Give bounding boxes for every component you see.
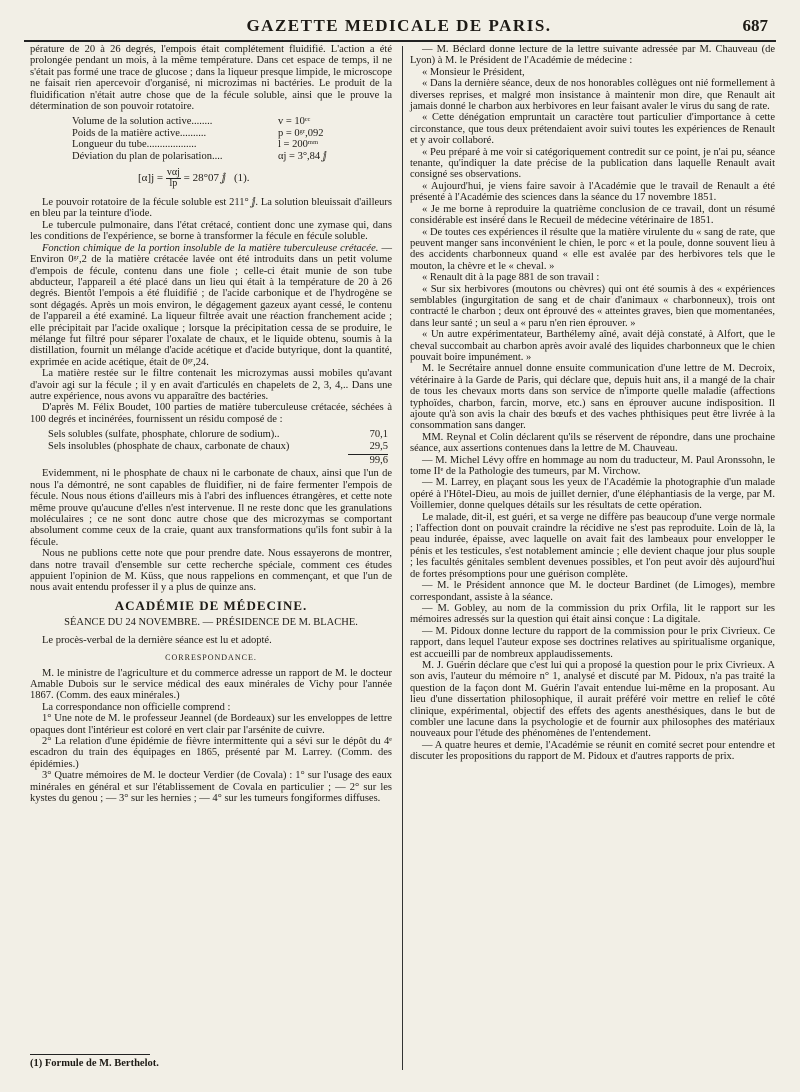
table-value: p = 0ᵍʳ,092 bbox=[278, 127, 324, 139]
section-heading: ACADÉMIE DE MÉDECINE. bbox=[114, 597, 308, 613]
paragraph: « Peu préparé à me voir si catégoriquement contredit sur ce point, je n'ai pu, séance tenante, qu'indiquer la date précise de la publication dans laquelle Renault avait consigné ses observations. bbox=[410, 146, 775, 181]
table-row bbox=[48, 429, 392, 440]
paragraph: M. J. Guérin déclare que c'est lui qui a proposé la question pour le prix Civrieux. A son avis, l'auteur du mémoire n° 1, analysé et discuté par M. Pidoux, n'a pas traité la question de la façon dont M. Guérin l'avait entendue lui-même en la proposant. Au lieu d'une dissertation philosophique, il aurait préféré voir mettre en relief le côté clinique, expérimental, objectif des effets des agents anesthésiques, dans le but de combler une lacune dans la psychologie et de fournir aux philosophes des matériaux nouveaux pour l'étude des phénomènes de l'entendement. bbox=[410, 659, 775, 740]
journal-title: GAZETTE MEDICALE DE PARIS. bbox=[246, 16, 552, 35]
table-row bbox=[72, 151, 392, 162]
formula-fraction bbox=[166, 168, 181, 189]
table-label: Longueur du tube................... bbox=[72, 139, 197, 151]
paragraph: « Renault dit à la page 881 de son travail : bbox=[422, 272, 600, 284]
left-column bbox=[30, 44, 392, 804]
paragraph: 1° Une note de M. le professeur Jeannel (de Bordeaux) sur les enveloppes de lettre opaques dont l'intérieur est coloré en vert clair par l'arsénite de cuivre. bbox=[30, 713, 392, 736]
paragraph: « Dans la dernière séance, deux de nos honorables collègues ont nié formellement à diverses reprises, et malgré mon insistance à maintenir mon dire, que Renault ait jamais donné le charbon aux herbivores en leur faisant avaler le virus du sang de rate. bbox=[410, 78, 775, 113]
footnote-rule bbox=[30, 1054, 150, 1055]
paragraph: « Aujourd'hui, je viens faire savoir à l'Académie que le travail de Renault a été présenté à l'Académie des sciences dans la séance du 17 novembre 1851. bbox=[410, 180, 775, 204]
paragraph: Nous ne publions cette note que pour prendre date. Nous essayerons de montrer, dans notre travail d'ensemble sur cette recherche spéciale, comment ces études appuient l'opinion de M. Küss, que nous rappelions en commençant, et que l'un de nous avait entendu professer il y a plus de quinze ans. bbox=[30, 548, 392, 594]
table-total: 99,6 bbox=[348, 454, 388, 466]
paragraph: Le pouvoir rotatoire de la fécule soluble est 211° ⅉ. La solution bleuissait d'ailleurs en bleu par la teinture d'iode. bbox=[30, 197, 392, 220]
paragraph: — M. le Président annonce que M. le docteur Bardinet (de Limoges), membre correspondant, assiste à la séance. bbox=[410, 580, 775, 603]
table-label: Poids de la matière active.......... bbox=[72, 127, 207, 139]
paragraph: — M. Michel Lévy offre en hommage au nom du traducteur, M. Paul Aronssohn, le tome IIᵉ de la Pathologie des tumeurs, par M. Virchow. bbox=[410, 454, 775, 478]
paragraph: — M. Pidoux donne lecture du rapport de la commission pour le prix Civrieux. Ce rapport, dans lequel l'auteur expose ses doctrines relatives au spiritualisme organique, est accueilli par de nombreux applaudissements. bbox=[410, 625, 775, 660]
section-title: Fonction chimique de la portion insoluble de la matière tuberculeuse crétacée. bbox=[42, 242, 379, 254]
paragraph: M. le Secrétaire annuel donne ensuite communication d'une lettre de M. Decroix, vétérinaire à la Garde de Paris, qui déclare que, depuis huit ans, il a mangé de la chair de tous les chevaux morts dans son service de n'importe quelle maladie (affections typhoïdes, charbon, farcin, morve, etc.) sans en éprouver aucune indisposition. Il ajoute qu'à son avis la chair des bœufs et des vaches phthisiques peut être livrée à la consommation sans danger. bbox=[410, 363, 775, 432]
paragraph: — M. Gobley, au nom de la commission du prix Orfila, lit le rapport sur les mémoires adressés sur la question qui était ainsi conçue : La digitale. bbox=[410, 602, 775, 626]
composition-table bbox=[48, 429, 392, 466]
table-row bbox=[48, 441, 392, 452]
table-label: Volume de la solution active........ bbox=[72, 116, 213, 128]
table-value: 29,5 bbox=[369, 440, 388, 452]
rotatory-power-formula bbox=[138, 168, 392, 189]
table-row bbox=[72, 139, 392, 150]
right-column bbox=[410, 44, 775, 763]
paragraph: D'après M. Félix Boudet, 100 parties de matière tuberculeuse crétacée, séchées à 100 degrés et incinérées, fournissent un résidu composé de : bbox=[30, 402, 392, 425]
seance-heading: SÉANCE DU 24 NOVEMBRE. — PRÉSIDENCE DE M. BLACHE. bbox=[64, 617, 358, 629]
paragraph: M. le ministre de l'agriculture et du commerce adresse un rapport de M. le docteur Amable Dubois sur le service médical des eaux minérales de Vichy pour l'année 1867. (Comm. des eaux minérales.) bbox=[30, 667, 392, 702]
formula-footnote-ref: (1). bbox=[233, 172, 250, 185]
page-header bbox=[28, 16, 770, 40]
paragraph: — M. Béclard donne lecture de la lettre suivante adressée par M. Chauveau (de Lyon) à M. le Président de l'Académie de médecine : bbox=[410, 44, 775, 67]
table-value: αj = 3°,84 ⅉ bbox=[278, 150, 327, 162]
measurement-table bbox=[72, 116, 392, 162]
table-row bbox=[72, 128, 392, 139]
formula-lhs: [α]j = bbox=[138, 172, 164, 185]
paragraph: « De toutes ces expériences il résulte que la matière virulente du « sang de rate, que peuvent manger sans inconvénient le chien, le porc « et la poule, donne souvent lieu à des accidents charbonneux quand « elle est avalée par des herbivores tels que le mouton, la chèvre et le « cheval. » bbox=[410, 226, 775, 272]
table-label: Sels solubles (sulfate, phosphate, chlorure de sodium).. bbox=[48, 429, 280, 441]
paragraph: Le procès-verbal de la dernière séance est lu et adopté. bbox=[42, 634, 272, 646]
paragraph bbox=[30, 243, 392, 368]
paragraph: « Cette dénégation empruntait un caractère tout particulier d'importance à cette circonstance, que tous deux prétendaient avoir suivi toutes les expériences de Renault et y avoir collaboré. bbox=[410, 112, 775, 147]
paragraph: « Un autre expérimentateur, Barthélemy aîné, avait déjà constaté, à Alfort, que le cheval succombait au charbon après avoir avalé des liquides charbonneux que le chien pouvait boire impunément. » bbox=[410, 329, 775, 363]
page-number: 687 bbox=[742, 16, 768, 35]
subsection-heading: CORRESPONDANCE. bbox=[165, 653, 257, 663]
paragraph: Le tubercule pulmonaire, dans l'état crétacé, contient donc une zymase qui, dans les conditions de l'expérience, se borne à transformer la fécule en fécule soluble. bbox=[30, 219, 392, 243]
paragraph: « Je me borne à reproduire la quatrième conclusion de ce travail, dont un résumé considérable est inséré dans le Recueil de médecine vétérinaire de 1851. bbox=[410, 203, 775, 227]
table-label: Sels insolubles (phosphate de chaux, carbonate de chaux) bbox=[48, 440, 290, 452]
paragraph: — A quatre heures et demie, l'Académie se réunit en comité secret pour entendre et discuter les propositions du rapport de M. Pidoux et d'autres rapports de prix. bbox=[410, 739, 775, 763]
formula-denominator: lp bbox=[169, 178, 178, 190]
table-label: Déviation du plan de polarisation.... bbox=[72, 150, 223, 162]
footnote: (1) Formule de M. Berthelot. bbox=[30, 1058, 159, 1069]
paragraph: pérature de 20 à 26 degrés, l'empois était complétement fluidifié. L'action a été prolongée pendant un mois, à la même température. Dans cet espace de temps, il ne s'était pas formé une trace de glucose ; dans la liqueur presque limpide, le microscope ne faisait rien apercevoir d'organisé, ni microzimas ni bactéries. Le produit de la fluidification n'était autre chose que de la fécule soluble, ainsi que le prouve la détermination de son pouvoir rotatoire. bbox=[30, 44, 392, 113]
column-divider bbox=[402, 46, 403, 1070]
paragraph: La matière restée sur le filtre contenait les microzymas aussi mobiles qu'avant d'avoir agi sur la fécule ; il y en avait d'articulés en chapelets de 2, 3, 4,.. Dans une autre expérience, nous avons vu apparaître des bactéries. bbox=[30, 368, 392, 402]
paragraph: Le malade, dit-il, est guéri, et sa verge ne diffère pas beaucoup d'une verge normale ; l'affection dont on pouvait craindre la récidive ne s'est pas reproduite. Loin de là, la peau indurée, épaisse, avec laquelle on avait fait des lambeaux pour envelopper le pénis et les testicules, s'est notablement amincie ; elle devient chaque jour plus souple ; les facultés génitales semblent devenues possibles, et l'on peut avoir dès aujourd'hui de fortes présomptions pour une guérison complète. bbox=[410, 511, 775, 580]
paragraph: Evidemment, ni le phosphate de chaux ni le carbonate de chaux, ainsi que l'un de nous l'a démontré, ne sont capables de fluidifier, ni de faire fermenter l'empois de fécule. Nous nous étions d'ailleurs mis à l'abri des influences étrangères, et cette note même prouve qu'aucune d'elles n'est intervenue. Il ne reste donc que les granulations moléculaires ; ce ne sont donc autre chose que des microzymas se comportant absolument comme ceux de la craie, quant aux transformations qu'ils font subir à la fécule. bbox=[30, 468, 392, 548]
paragraph: — M. Larrey, en plaçant sous les yeux de l'Académie la photographie d'un malade opéré à l'Hôtel-Dieu, au mois de juillet dernier, d'une éléphantiasis de la verge, par M. Voillemier, donne quelques détails sur les résultats de cette opération. bbox=[410, 477, 775, 512]
paragraph: MM. Reynal et Colin déclarent qu'ils se réservent de répondre, dans une prochaine séance, aux assertions contenues dans la lettre de M. Chauveau. bbox=[410, 431, 775, 455]
paragraph: « Monsieur le Président, bbox=[422, 66, 525, 78]
header-rule bbox=[24, 40, 776, 42]
table-value: l = 200ᵐᵐ bbox=[278, 139, 319, 151]
table-value: v = 10ᶜᶜ bbox=[278, 116, 311, 128]
formula-numerator: vαj bbox=[166, 167, 180, 179]
paragraph: 2° La relation d'une épidémie de fièvre intermittente qui a sévi sur le dépôt du 4ᵉ escadron du train des équipages en 1865, présenté par M. Larrey. (Comm. des épidémies.) bbox=[30, 735, 392, 770]
paragraph: « Sur six herbivores (moutons ou chèvres) qui ont été soumis à des « expériences semblables (ingurgitation de sang et de chair d'animaux « charbonneux), trois ont contracté le charbon ; deux ont éprouvé des « atteintes graves, bien que momentanées, dans leur santé ; un seul a « paru n'en rien éprouver. » bbox=[410, 283, 775, 329]
table-row bbox=[72, 116, 392, 127]
paragraph-body: — Environ 0ᵍʳ,2 de la matière crétacée lavée ont été introduits dans un petit volume d'empois de fécule, contenu dans une fiole ; celle-ci était munie de son tube abducteur, l'appareil a été placé dans un lieu qui était à la température de 20 à 26 degrés. Bientôt l'empois a été fluidifié ; de l'acide carbonique et de l'hydrogène se sont dégagés. Après un mois environ, le dégagement gazeux ayant cessé, le contenu de l'appareil a été examiné. La liqueur filtrée avait une réaction franchement acide ; elle précipitait par l'acide oxalique ; lorsque la précipitation cessa de se produire, le mélange fut filtré pour séparer l'oxalate de chaux, et le liquide obtenu, soumis à la distillation, fournit un mélange d'acide acétique et d'acide butyrique, dont la quantité, exprimée en acide acétique, était de 0ᵍʳ,24. bbox=[30, 242, 392, 368]
paragraph: La correspondance non officielle comprend : bbox=[42, 701, 231, 713]
formula-rhs: = 28°07 ⅉ bbox=[183, 172, 226, 185]
table-value: 70,1 bbox=[369, 429, 388, 441]
paragraph: 3° Quatre mémoires de M. le docteur Verdier (de Covala) : 1° sur l'usage des eaux minérales en général et sur l'établissement de Covala en particulier ; — 2° sur les kystes du genou ; — 3° sur les hernies ; — 4° sur les tumeurs fongiformes diffuses. bbox=[30, 770, 392, 804]
